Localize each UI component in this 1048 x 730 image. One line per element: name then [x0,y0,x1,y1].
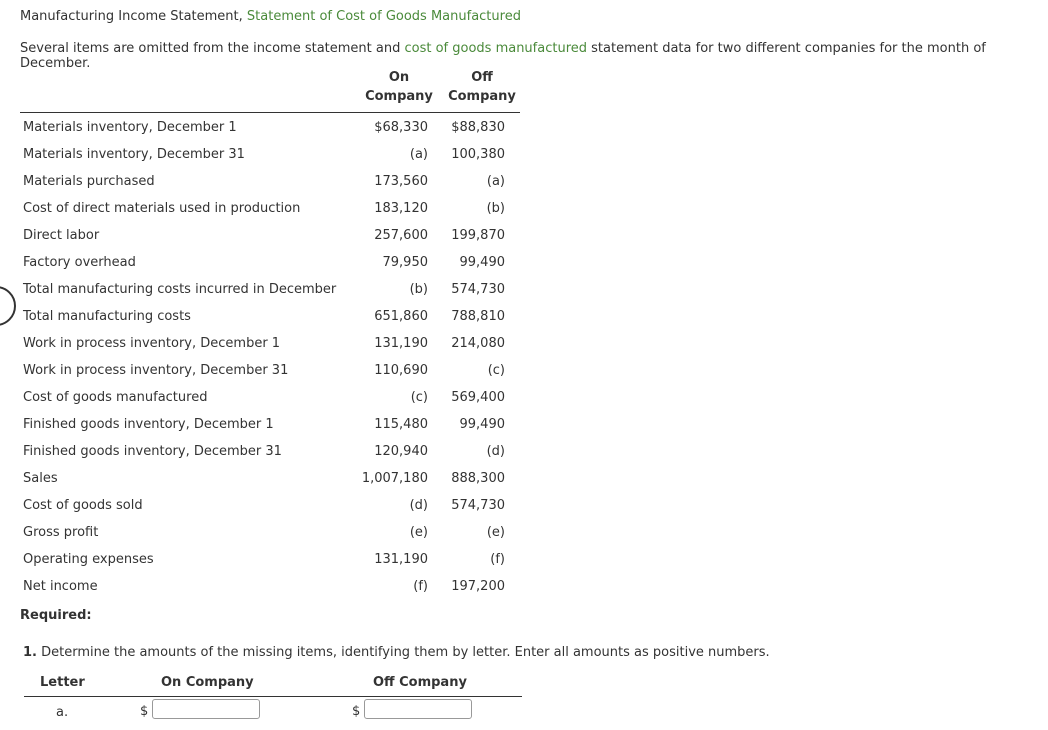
page-title [20,9,521,24]
row-value-off-company: (d) [486,444,505,459]
column-header-off-line2: Company [448,89,516,104]
row-value-on-company: 651,860 [374,309,428,324]
question-text: Determine the amounts of the missing items, identifying them by letter. Enter all amounts as positive numbers. [36,645,770,660]
row-value-on-company: (a) [409,147,428,162]
question-number: 1. [23,645,37,660]
row-label: Total manufacturing costs incurred in December [23,282,337,297]
row-label: Finished goods inventory, December 31 [23,444,282,459]
table-row [23,255,505,273]
row-label: Sales [23,471,58,486]
intro-link[interactable]: cost of goods manufactured [404,41,588,56]
column-header-off [446,70,518,104]
row-value-off-company: 100,380 [451,147,505,162]
answer-input-on-company[interactable] [152,699,260,719]
table-row [23,525,505,543]
table-row [23,228,505,246]
row-label: Direct labor [23,228,100,243]
row-value-off-company: (b) [486,201,505,216]
table-row [23,363,505,381]
required-heading: Required: [20,608,92,623]
row-label: Work in process inventory, December 1 [23,336,281,351]
intro-paragraph [20,41,1048,71]
table-row [23,147,505,165]
row-value-off-company: (f) [490,552,505,567]
table-row [23,336,505,354]
row-value-on-company: (c) [410,390,428,405]
answer-col-on: On Company [161,675,254,690]
table-row [23,201,505,219]
row-value-on-company: 131,190 [374,336,428,351]
row-value-on-company: (f) [413,579,428,594]
intro-text-pre: Several items are omitted from the income statement and [20,41,405,56]
row-label: Materials inventory, December 1 [23,120,237,135]
answer-col-off: Off Company [373,675,467,690]
row-value-on-company: 120,940 [374,444,428,459]
row-label: Materials purchased [23,174,155,189]
title-text: Manufacturing Income Statement, [20,9,247,24]
row-value-off-company: (a) [486,174,505,189]
table-row [23,174,505,192]
column-header-on-line2: Company [365,89,433,104]
row-value-off-company: 569,400 [451,390,505,405]
row-value-on-company: (b) [409,282,428,297]
table-row [23,282,505,300]
currency-symbol-off: $ [352,704,361,719]
table-row [23,444,505,462]
row-label: Operating expenses [23,552,154,567]
answer-row-label: a. [56,705,69,720]
row-value-off-company: $88,830 [451,120,505,135]
row-value-on-company: 79,950 [382,255,428,270]
currency-symbol-on: $ [140,704,149,719]
table-row [23,120,505,138]
table-row [23,390,505,408]
row-value-off-company: 888,300 [451,471,505,486]
table-header-rule [20,112,520,113]
answer-input-off-company[interactable] [364,699,472,719]
row-label: Total manufacturing costs [23,309,191,324]
table-row [23,498,505,516]
row-value-off-company: 574,730 [451,498,505,513]
title-link[interactable]: Statement of Cost of Goods Manufactured [246,9,521,24]
table-row [23,579,505,597]
row-value-on-company: 110,690 [374,363,428,378]
row-value-on-company: 173,560 [374,174,428,189]
row-value-on-company: (e) [409,525,428,540]
table-row [23,552,505,570]
row-value-on-company: $68,330 [374,120,428,135]
row-value-on-company: 131,190 [374,552,428,567]
table-row [23,309,505,327]
row-label: Work in process inventory, December 31 [23,363,289,378]
row-value-on-company: 257,600 [374,228,428,243]
row-label: Cost of direct materials used in production [23,201,301,216]
row-value-off-company: 788,810 [451,309,505,324]
row-label: Net income [23,579,98,594]
edge-circle-marker [0,286,16,326]
column-header-on-line1: On [388,70,410,85]
answer-col-letter: Letter [40,675,85,690]
row-label: Factory overhead [23,255,136,270]
row-value-off-company: (c) [487,363,505,378]
row-value-off-company: 197,200 [451,579,505,594]
row-value-off-company: 99,490 [459,255,505,270]
column-header-on [362,70,436,104]
row-label: Materials inventory, December 31 [23,147,245,162]
row-label: Gross profit [23,525,99,540]
row-value-off-company: 99,490 [459,417,505,432]
row-value-off-company: 199,870 [451,228,505,243]
column-header-off-line1: Off [471,70,493,85]
row-label: Cost of goods manufactured [23,390,208,405]
row-value-on-company: (d) [409,498,428,513]
row-label: Finished goods inventory, December 1 [23,417,274,432]
row-value-off-company: 214,080 [451,336,505,351]
row-value-on-company: 115,480 [374,417,428,432]
row-value-off-company: 574,730 [451,282,505,297]
row-value-on-company: 183,120 [374,201,428,216]
row-value-on-company: 1,007,180 [361,471,428,486]
row-value-off-company: (e) [486,525,505,540]
question-1 [23,645,770,660]
table-row [23,471,505,489]
row-label: Cost of goods sold [23,498,143,513]
answer-header-rule [24,696,522,697]
intro-text-post: statement data for two different companies for the month of December. [20,41,986,71]
table-row [23,417,505,435]
